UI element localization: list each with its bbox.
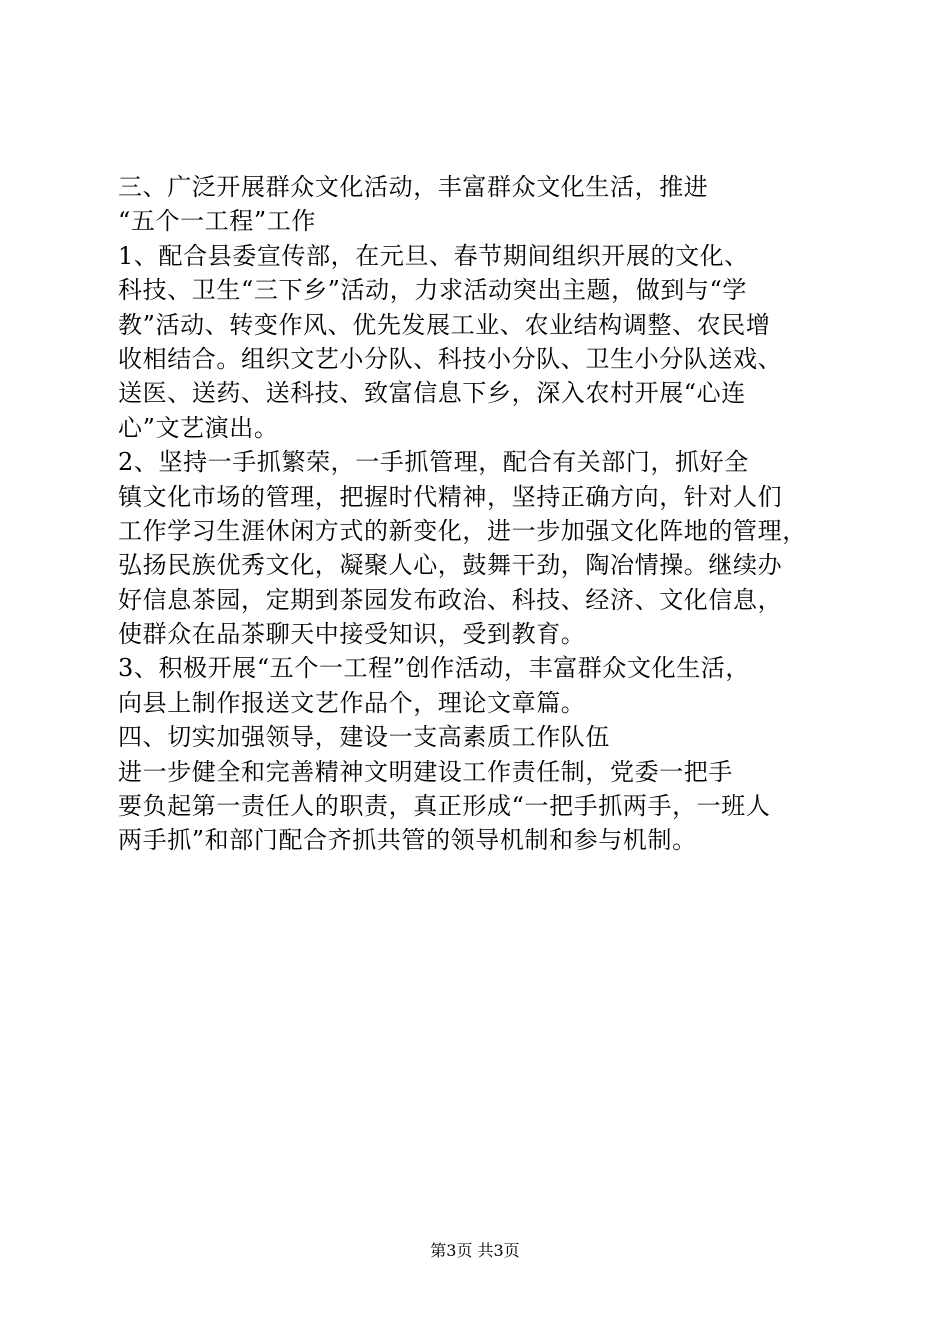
paragraph-line: 3、积极开展“五个一工程”创作活动，丰富群众文化生活， [118, 654, 751, 683]
paragraph-line: 好信息茶园，定期到茶园发布政治、科技、经济、文化信息， [118, 585, 783, 614]
paragraph-line: 要负起第一责任人的职责，真正形成“一把手抓两手，一班人 [118, 792, 771, 821]
paragraph-line: 心”文艺演出。 [118, 413, 279, 442]
paragraph-line: 工作学习生涯休闲方式的新变化，进一步加强文化阵地的管理， [118, 516, 807, 545]
paragraph-line: 使群众在品茶聊天中接受知识，受到教育。 [118, 620, 586, 649]
document-body [118, 170, 838, 858]
paragraph-line: 两手抓”和部门配合齐抓共管的领导机制和参与机制。 [118, 826, 697, 855]
section-heading-4: 四、切实加强领导，建设一支高素质工作队伍 [118, 723, 610, 752]
paragraph-line: 弘扬民族优秀文化，凝聚人心，鼓舞干劲，陶冶情操。继续办 [118, 551, 783, 580]
paragraph-line: 进一步健全和完善精神文明建设工作责任制，党委一把手 [118, 757, 733, 786]
paragraph-line: 送医、送药、送科技、致富信息下乡，深入农村开展“心连 [118, 379, 746, 408]
paragraph-line: 2、坚持一手抓繁荣，一手抓管理，配合有关部门，抓好全 [118, 448, 749, 477]
paragraph-line: 科技、卫生“三下乡”活动，力求活动突出主题，做到与“学 [118, 276, 748, 305]
paragraph-line: 向县上制作报送文艺作品个，理论文章篇。 [118, 688, 586, 717]
paragraph-line: 1、配合县委宣传部，在元旦、春节期间组织开展的文化、 [118, 241, 749, 270]
section-heading-3-cont: “五个一工程”工作 [118, 207, 316, 236]
section-heading-3: 三、广泛开展群众文化活动，丰富群众文化生活，推进 [118, 173, 709, 201]
paragraph-line: 教”活动、转变作风、优先发展工业、农业结构调整、农民增 [118, 310, 771, 339]
paragraph-line: 镇文化市场的管理，把握时代精神，坚持正确方向，针对人们 [118, 482, 783, 511]
page-number-footer: 第3页 共3页 [430, 1241, 520, 1260]
paragraph-line: 收相结合。组织文艺小分队、科技小分队、卫生小分队送戏、 [118, 344, 783, 373]
